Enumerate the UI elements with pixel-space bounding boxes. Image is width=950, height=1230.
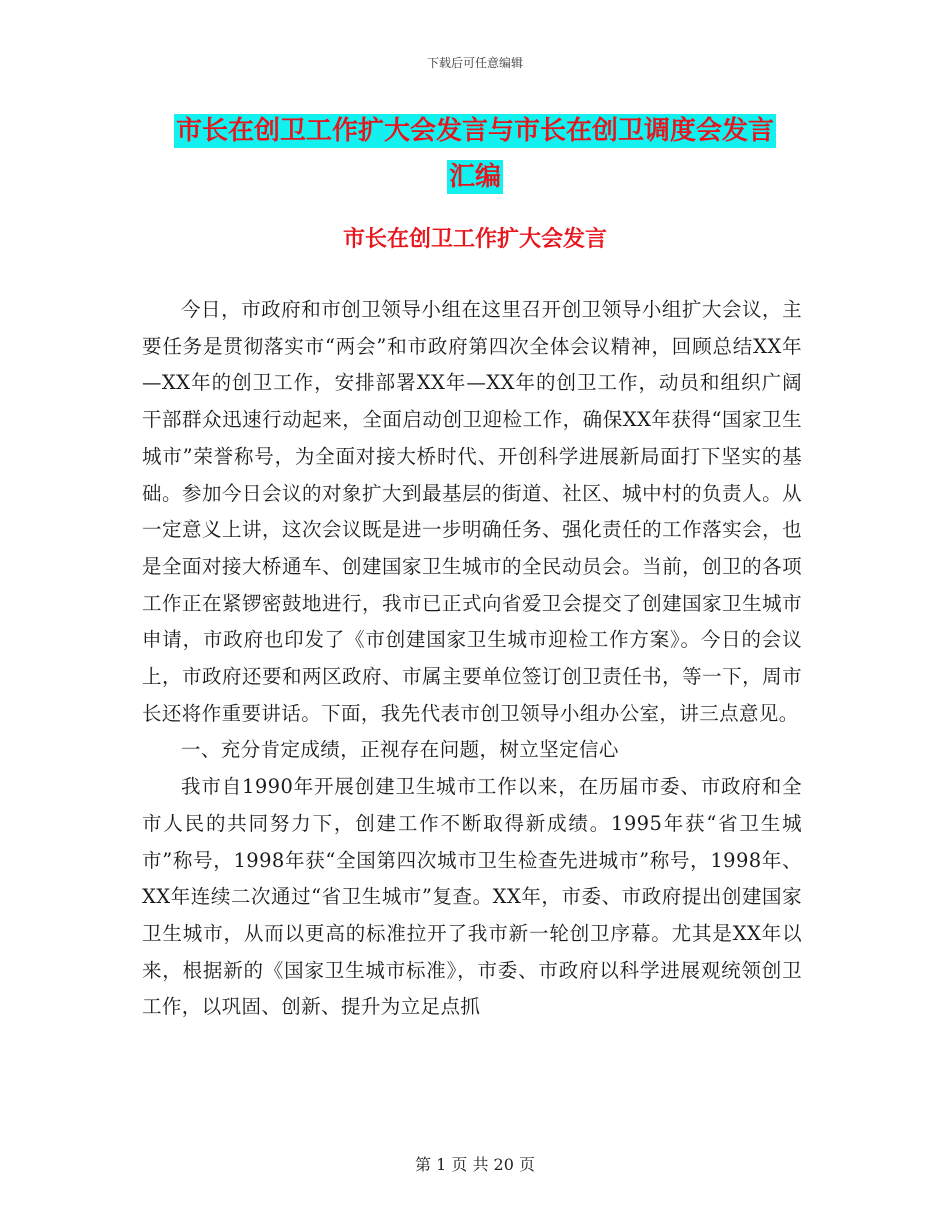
document-title (140, 108, 810, 200)
document-title-line1: 市长在创卫工作扩大会发言与市长在创卫调度会发言 (175, 116, 774, 146)
paragraph-heading: 一、充分肯定成绩，正视存在问题，树立坚定信心 (181, 738, 619, 762)
section-title: 市长在创卫工作扩大会发言 (342, 227, 607, 252)
page-number: 第 1 页 共 20 页 (415, 1155, 535, 1174)
paragraph: 我市自1990年开展创建卫生城市工作以来，在历届市委、市政府和全市人民的共同努力下，创建工作不断取得新成绩。1995年获“省卫生城市”称号，1998年获“全国第四次城市卫生检查先进城市”称号，1998年、XX年连续二次通过“省卫生城市”复查。XX年，市委、市政府提出创建国家卫生城市，从而以更高的标准拉开了我市新一轮创卫序幕。尤其是XX年以来，根据新的《国家卫生城市标准》，市委、市政府以科学进展观统领创卫工作，以巩固、创新、提升为立足点抓 (142, 775, 802, 1019)
paragraph: 今日，市政府和市创卫领导小组在这里召开创卫领导小组扩大会议，主要任务是贯彻落实市“两会”和市政府第四次全体会议精神，回顾总结XX年—XX年的创卫工作，安排部署XX年—XX年的创卫工作，动员和组织广阔干部群众迅速行动起来，全面启动创卫迎检工作，确保XX年获得“国家卫生城市”荣誉称号，为全面对接大桥时代、开创科学进展新局面打下坚实的基础。参加今日会议的对象扩大到最基层的街道、社区、城中村的负责人。从一定意义上讲，这次会议既是进一步明确任务、强化责任的工作落实会，也是全面对接大桥通车、创建国家卫生城市的全民动员会。当前，创卫的各项工作正在紧锣密鼓地进行，我市已正式向省爱卫会提交了创建国家卫生城市申请，市政府也印发了《市创建国家卫生城市迎检工作方案》。今日的会议上，市政府还要和两区政府、市属主要单位签订创卫责任书，等一下，周市长还将作重要讲话。下面，我先代表市创卫领导小组办公室，讲三点意见。 (142, 298, 802, 725)
body-text (142, 292, 802, 1026)
header-note: 下载后可任意编辑 (426, 56, 523, 70)
document-title-line2: 汇编 (448, 162, 501, 192)
